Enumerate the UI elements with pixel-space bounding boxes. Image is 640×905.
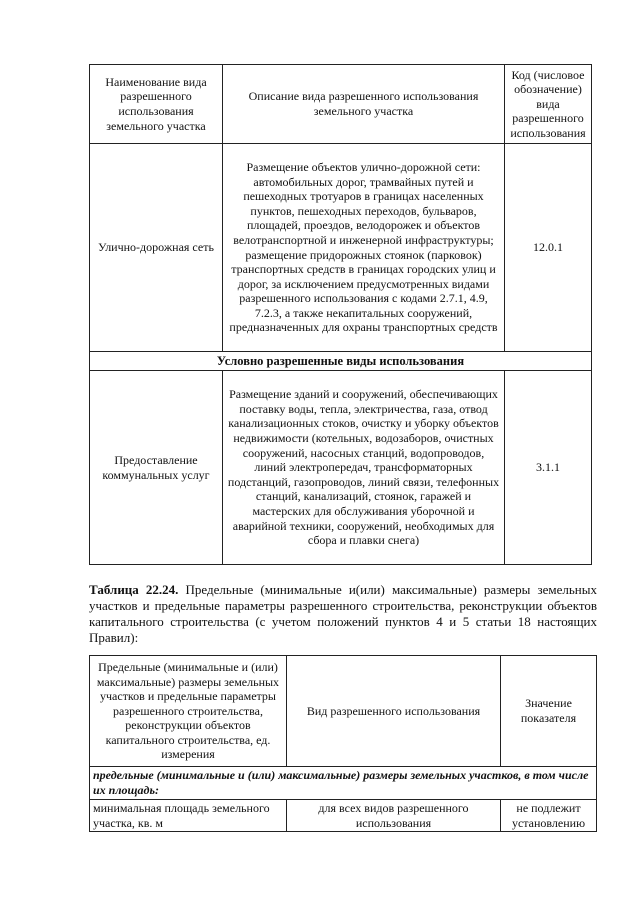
header-name: Наименование вида разрешенного использования земельного участка: [90, 65, 223, 144]
row-name: Улично-дорожная сеть: [90, 144, 223, 352]
row-description: Размещение зданий и сооружений, обеспечивающих поставку воды, тепла, электричества, газа, отвод канализационных стоков, очистку и уборку объектов недвижимости (котельных, водозаборов, очистных сооружений, насосных станций, водопроводов, линий электропередач, трансформаторных подстанций, газопроводов, линий связи, телефонных станций, канализаций, стоянок, гаражей и мастерских для обслуживания уборочной и аварийной техники, сооружений, необходимых для сбора и плавки снега): [223, 371, 505, 565]
table-header-row: [90, 656, 597, 767]
land-use-types-table: [89, 64, 592, 565]
row-name: Предоставление коммунальных услуг: [90, 371, 223, 565]
row-value: не подлежит установлению: [501, 800, 597, 832]
header-value: Значение показателя: [501, 656, 597, 767]
row-description: Размещение объектов улично-дорожной сети: автомобильных дорог, трамвайных путей и пешеходных тротуаров в границах населенных пунктов, пешеходных переходов, бульваров, площадей, проездов, велодорожек и объектов велотранспортной и инженерной инфраструктуры; размещение придорожных стоянок (парковок) транспортных средств в границах городских улиц и дорог, за исключением предусмотренных видами разрешенного использования с кодами 2.7.1, 4.9, 7.2.3, а также некапитальных сооружений, предназначенных для охраны транспортных средств: [223, 144, 505, 352]
table-header-row: [90, 65, 592, 144]
table-row: [90, 800, 597, 832]
header-param: Предельные (минимальные и (или) максимальные) размеры земельных участков и предельные параметры разрешенного строительства, реконструкции объектов капитального строительства, ед. измерения: [90, 656, 287, 767]
row-code: 12.0.1: [505, 144, 592, 352]
header-use: Вид разрешенного использования: [287, 656, 501, 767]
section-title: Условно разрешенные виды использования: [90, 352, 592, 371]
header-code: Код (числовое обозначение) вида разрешенного использования: [505, 65, 592, 144]
table-row: [90, 371, 592, 565]
row-code: 3.1.1: [505, 371, 592, 565]
row-param: минимальная площадь земельного участка, кв. м: [90, 800, 287, 832]
land-parameters-table: [89, 655, 597, 832]
table-caption: [89, 582, 597, 646]
header-description: Описание вида разрешенного использования земельного участка: [223, 65, 505, 144]
section-title: предельные (минимальные и (или) максимальные) размеры земельных участков, в том числе их площадь:: [90, 767, 597, 800]
section-row: [90, 767, 597, 800]
row-use: для всех видов разрешенного использования: [287, 800, 501, 832]
caption-label: Таблица 22.24.: [89, 582, 179, 597]
caption-text: Предельные (минимальные и(или) максимальные) размеры земельных участков и предельные параметры разрешенного строительства, реконструкции объектов капитального строительства (с учетом положений пунктов 4 и 5 статьи 18 настоящих Правил):: [89, 582, 597, 645]
section-row: [90, 352, 592, 371]
table-row: [90, 144, 592, 352]
